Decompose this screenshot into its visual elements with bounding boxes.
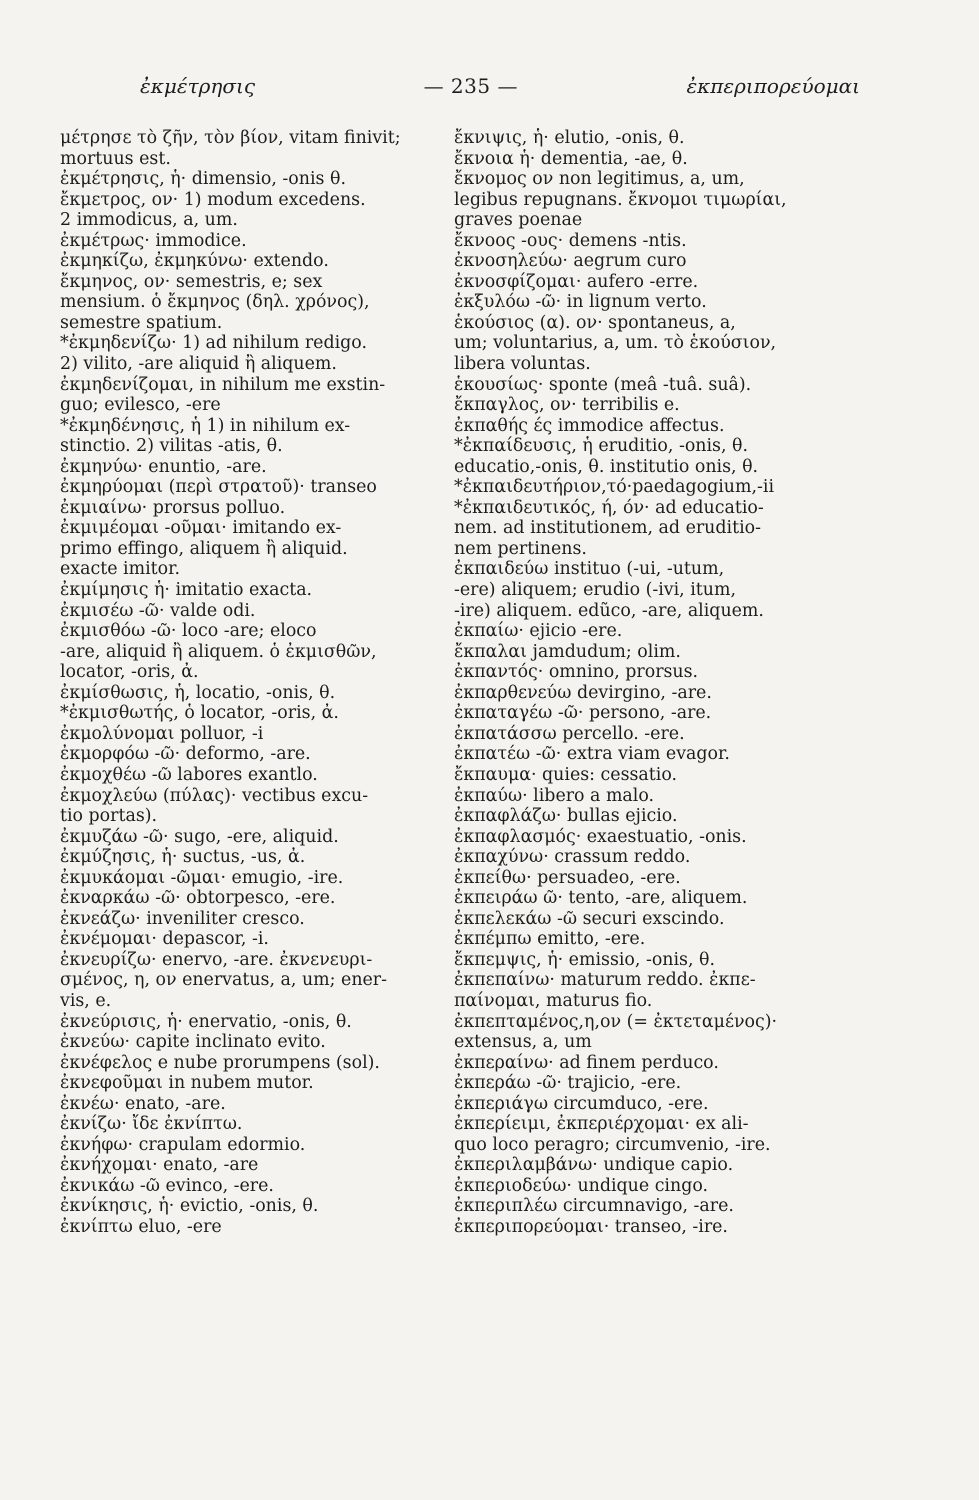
left-column-entry-line: ἐκνέω· enato, -are. [60, 1093, 226, 1114]
left-column-entry-line: μέτρησε τὸ ζῆν, τὸν βίον, vitam finivit; [60, 128, 401, 148]
left-column-entry-line: σμένος, η, ον enervatus, a, um; ener- [60, 970, 387, 991]
left-column-entry-line: ἐκμιμέομαι -οῦμαι· imitando ex- [60, 518, 342, 539]
right-column-entry-line: *ἐκπαιδευτήριον,τό·paedagogium,-ii [454, 477, 775, 498]
right-column-entry-line: ἐκπατάσσω percello. -ere. [454, 723, 685, 744]
right-column-entry-line: -ire) aliquem. edũco, -are, aliquem. [454, 600, 764, 621]
right-column-entry-line: ἐκπαταγέω -ῶ· persono, -are. [454, 703, 712, 724]
left-column-entry-line: tio portas). [60, 806, 158, 827]
right-column-entry-line: ἐκπαρθενεύω devirgino, -are. [454, 682, 712, 703]
right-column-entry-line: ἐκπαύω· libero a malo. [454, 785, 655, 806]
right-column-entry-line: ἐκπελεκάω -ῶ securi exscindo. [454, 908, 725, 929]
running-head [140, 74, 860, 104]
right-column-entry-line: ἐκπαίω· ejicio -ere. [454, 621, 623, 642]
left-column-entry-line: ἐκνέμομαι· depascor, -i. [60, 929, 269, 950]
left-column-entry-line: *ἐκμηδενίζω· 1) ad nihilum redigo. [60, 333, 367, 354]
left-column-entry-line: ἐκμισθόω -ῶ· loco -are; eloco [60, 621, 317, 642]
left-column-entry-line: ἐκνήφω· crapulam edormio. [60, 1134, 306, 1155]
left-column [60, 128, 440, 1238]
right-column-entry-line: ἐκξυλόω -ῶ· in lignum verto. [454, 292, 707, 313]
left-column-entry-line: ἐκνήχομαι· enato, -are [60, 1155, 259, 1176]
right-column-entry-line: *ἐκπαιδευτικός, ή, όν· ad educatio- [454, 497, 764, 518]
right-column-entry-line: ἐκνοσφίζομαι· aufero -erre. [454, 271, 699, 292]
left-column-entry-line: ἐκμέτρησις, ἡ· dimensio, -onis θ. [60, 169, 346, 190]
right-column-entry-line: ἐκπαθής ές immodice affectus. [454, 415, 725, 436]
left-column-entry-line: locator, -oris, ἀ. [60, 662, 199, 683]
left-column-entry-line: -are, aliquid ἢ aliquem. ὁ ἐκμισθῶν, [60, 641, 377, 662]
left-column-entry-line: ἐκνεύρισις, ἡ· enervatio, -onis, θ. [60, 1011, 352, 1032]
right-column-entry-line: ἐκπειράω ῶ· tento, -are, aliquem. [454, 888, 748, 909]
left-guide-word: ἐκμέτρησις [140, 74, 256, 98]
right-column-entry-line: ἔκνοια ἡ· dementia, -ae, θ. [454, 148, 688, 169]
right-column-entry-line: um; voluntarius, a, um. τὸ ἑκούσιον, [454, 333, 777, 354]
right-column-entry-line: ἐκπείθω· persuadeo, -ere. [454, 867, 681, 888]
right-column-entry-line: libera voluntas. [454, 354, 591, 375]
right-column-entry-line: ἔκνοος -ους· demens -ntis. [454, 230, 687, 251]
right-column-entry-line: ἐκπεραίνω· ad finem perduco. [454, 1052, 719, 1073]
right-column-entry-line: ἐκπεπαίνω· maturum reddo. ἐκπε- [454, 970, 756, 991]
left-column-entry-line: ἐκμυζάω -ῶ· sugo, -ere, aliquid. [60, 826, 339, 847]
right-column-entry-line: -ere) aliquem; erudio (-ivi, itum, [454, 580, 737, 601]
left-column-entry-line: ἐκνεάζω· inveniliter cresco. [60, 908, 305, 929]
left-column-entry-line: ἐκνευρίζω· enervo, -are. ἐκνενευρι- [60, 949, 373, 970]
left-column-entry-line: guo; evilesco, -ere [60, 395, 221, 416]
left-column-entry-line: ἐκμορφόω -ῶ· deformo, -are. [60, 744, 311, 765]
right-column-entry-line: ἔκπαλαι jamdudum; olim. [454, 641, 681, 662]
left-column-entry-line: primo effingo, aliquem ἢ aliquid. [60, 538, 348, 559]
right-column-entry-line: ἐκπαφλάζω· bullas ejicio. [454, 806, 678, 827]
page-number: — 235 — [423, 74, 518, 98]
left-column-entry-line: ἐκμισέω -ῶ· valde odi. [60, 600, 256, 621]
left-column-entry-line: ἐκμύζησις, ἡ· suctus, -us, ἀ. [60, 847, 306, 868]
right-column-entry-line: ἑκουσίως· sponte (meâ -tuâ. suâ). [454, 374, 752, 395]
right-column-entry-line: graves poenae [454, 210, 583, 231]
right-column-entry-line: ἐκπαχύνω· crassum reddo. [454, 847, 691, 868]
right-column-entry-line: ἐκπεριπορεύομαι· transeo, -ire. [454, 1216, 728, 1237]
right-column-entry-line: παίνομαι, maturus fio. [454, 990, 653, 1011]
right-column-entry-line: ἐκπαιδεύω instituo (-ui, -utum, [454, 559, 725, 580]
right-column-entry-line: ἐκπεπταμένος,η,ον (= ἐκτεταμένος)· [454, 1011, 778, 1032]
right-column-entry-line: ἐκπαφλασμός· exaestuatio, -onis. [454, 826, 747, 847]
right-column-entry-line: extensus, a, um [454, 1032, 592, 1053]
right-column-entry-line: ἐκπερίειμι, ἐκπεριέρχομαι· ex ali- [454, 1114, 749, 1135]
left-column-entry-line: ἐκνίκησις, ἡ· evictio, -onis, θ. [60, 1196, 319, 1217]
right-column-entry-line: *ἐκπαίδευσις, ἡ eruditio, -onis, θ. [454, 436, 749, 457]
left-column-entry-line: *ἐκμηδένησις, ἡ 1) in nihilum ex- [60, 415, 351, 436]
right-column-entry-line: ἔκπαυμα· quies: cessatio. [454, 764, 678, 785]
left-column-entry-line: ἔκμηνος, ον· semestris, e; sex [60, 271, 323, 292]
right-column-entry-line: quo loco peragro; circumvenio, -ire. [454, 1134, 771, 1155]
left-column-entry-line: mensium. ὁ ἔκμηνος (δηλ. χρόνος), [60, 292, 370, 313]
right-column-entry-line: ἑκούσιος (α). ον· spontaneus, a, [454, 312, 736, 333]
left-column-entry-line: ἐκμηδενίζομαι, in nihilum me exstin- [60, 374, 386, 395]
left-column-entry-line: ἐκνίπτω eluo, -ere [60, 1216, 222, 1237]
right-guide-word: ἐκπεριπορεύομαι [686, 74, 860, 98]
right-column-entry-line: ἐκπέμπω emitto, -ere. [454, 929, 646, 950]
left-column-entry-line: ἐκμυκάομαι -ῶμαι· emugio, -ire. [60, 867, 344, 888]
left-column-entry-line: ἐκμιαίνω· prorsus polluo. [60, 497, 286, 518]
right-column-entry-line: nem. ad institutionem, ad eruditio- [454, 518, 761, 539]
left-column-entry-line: 2 immodicus, a, um. [60, 210, 238, 231]
right-column-entry-line: nem pertinens. [454, 538, 587, 559]
left-column-entry-line: ἐκμολύνομαι polluor, -i [60, 723, 264, 744]
right-column-entry-line: legibus repugnans. ἔκνομοι τιμωρίαι, [454, 189, 787, 210]
right-column-entry-line: ἐκπεριοδεύω· undique cingo. [454, 1175, 709, 1196]
right-column-entry-line: educatio,-onis, θ. institutio onis, θ. [454, 456, 759, 477]
right-column-entry-line: ἐκπεράω -ῶ· trajicio, -ere. [454, 1073, 682, 1094]
right-column-entry-line: ἐκνοσηλεύω· aegrum curo [454, 251, 687, 272]
left-column-entry-line: ἐκναρκάω -ῶ· obtorpesco, -ere. [60, 888, 336, 909]
right-column-entry-line: ἔκνομος ον non legitimus, a, um, [454, 169, 745, 190]
left-column-entry-line: ἐκμηρύομαι (περὶ στρατοῦ)· transeo [60, 477, 377, 498]
left-column-entry-line: exacte imitor. [60, 559, 181, 580]
right-column-entry-line: ἐκπαντός· omnino, prorsus. [454, 662, 699, 683]
left-column-entry-line: ἐκνέφελος e nube prorumpens (sol). [60, 1052, 380, 1073]
left-column-entry-line: ἐκνικάω -ῶ evinco, -ere. [60, 1175, 274, 1196]
right-column-entry-line: ἐκπεριάγω circumduco, -ere. [454, 1093, 709, 1114]
right-column-entry-line: ἐκπεριλαμβάνω· undique capio. [454, 1155, 734, 1176]
right-column-entry-line: ἔκνιψις, ἡ· elutio, -onis, θ. [454, 128, 685, 148]
left-column-entry-line: ἐκμηκίζω, ἐκμηκύνω· extendo. [60, 251, 329, 272]
left-column-entry-line: ἐκνεύω· capite inclinato evito. [60, 1032, 326, 1053]
left-column-entry-line: ἐκμίσθωσις, ἡ, locatio, -onis, θ. [60, 682, 336, 703]
right-column-entry-line: ἐκπατέω -ῶ· extra viam evagor. [454, 744, 730, 765]
right-column-entry-line: ἔκπεμψις, ἡ· emissio, -onis, θ. [454, 949, 716, 970]
left-column-entry-line: ἐκνίζω· ἴδε ἐκνίπτω. [60, 1114, 243, 1135]
left-column-entry-line: ἐκνεφοῦμαι in nubem mutor. [60, 1073, 314, 1094]
left-column-entry-line: ἐκμίμησις ἡ· imitatio exacta. [60, 580, 313, 601]
left-column-entry-line: ἐκμηνύω· enuntio, -are. [60, 456, 267, 477]
left-column-entry-line: semestre spatium. [60, 312, 223, 333]
right-column-entry-line: ἐκπεριπλέω circumnavigo, -are. [454, 1196, 734, 1217]
left-column-entry-line: 2) vilito, -are aliquid ἢ aliquem. [60, 354, 337, 375]
right-column-entry-line: ἔκπαγλος, ον· terribilis e. [454, 395, 680, 416]
left-column-entry-line: ἐκμέτρως· immodice. [60, 230, 247, 251]
left-column-entry-line: ἐκμοχλεύω (πύλας)· vectibus excu- [60, 785, 369, 806]
left-column-entry-line: mortuus est. [60, 148, 171, 169]
left-column-entry-line: ἔκμετρος, ον· 1) modum excedens. [60, 189, 366, 210]
left-column-entry-line: *ἐκμισθωτής, ὁ locator, -oris, ἀ. [60, 703, 339, 724]
left-column-entry-line: vis, e. [60, 990, 112, 1011]
right-column [454, 128, 834, 1238]
left-column-entry-line: stinctio. 2) vilitas -atis, θ. [60, 436, 283, 457]
left-column-entry-line: ἐκμοχθέω -ῶ labores exantlo. [60, 764, 318, 785]
